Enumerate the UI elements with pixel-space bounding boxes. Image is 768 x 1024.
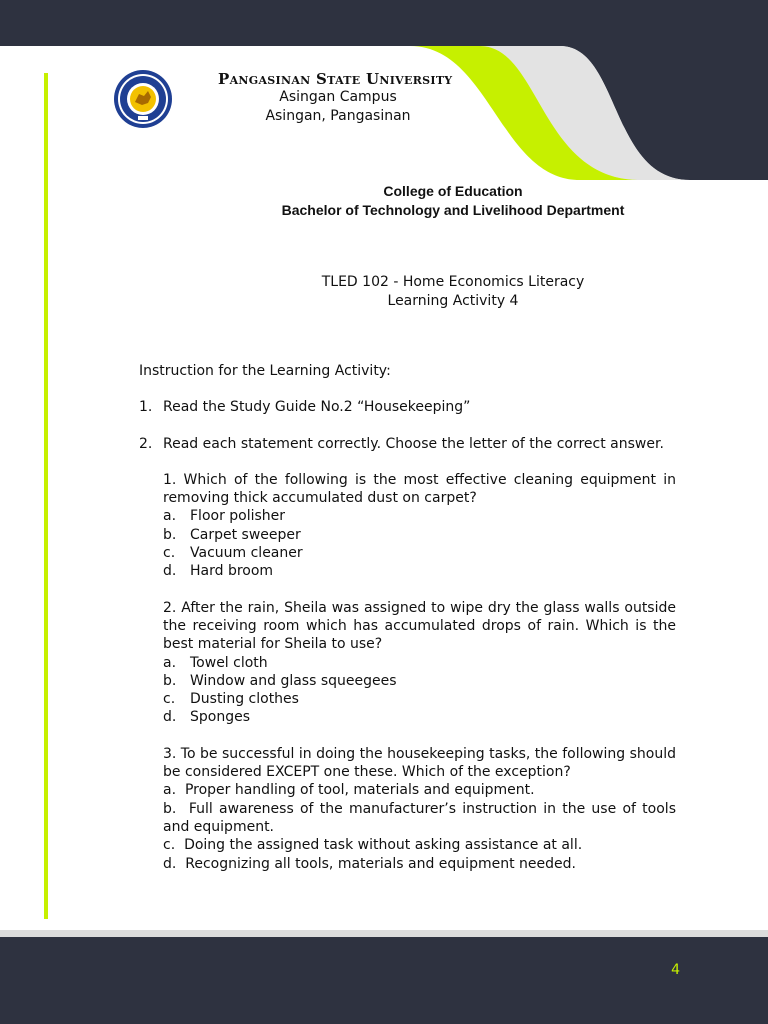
option-text: Hard broom <box>190 563 274 580</box>
answer-option <box>163 526 676 544</box>
activity-content <box>139 362 676 891</box>
option-text: Towel cloth <box>190 654 268 671</box>
instruction-step <box>139 435 676 453</box>
campus-name: Asingan Campus <box>279 89 397 105</box>
option-letter: c. <box>163 691 176 708</box>
answer-option <box>163 544 676 562</box>
college-name: College of Education <box>383 183 523 199</box>
option-letter: a. <box>163 782 177 799</box>
answer-option <box>163 690 676 708</box>
question-item <box>163 745 676 873</box>
step-text: Read each statement correctly. Choose the letter of the correct answer. <box>163 435 664 452</box>
instruction-step <box>139 398 676 416</box>
option-letter: b. <box>163 526 177 543</box>
option-letter: a. <box>163 508 177 525</box>
option-text: Doing the assigned task without asking assistance at all. <box>184 837 583 854</box>
option-letter: d. <box>163 563 177 580</box>
option-letter: d. <box>163 709 177 726</box>
university-seal-icon <box>113 69 173 129</box>
option-letter: b. <box>163 672 177 689</box>
campus-location: Asingan, Pangasinan <box>265 108 411 124</box>
step-number: 1. <box>139 399 153 416</box>
option-text: Vacuum cleaner <box>190 545 303 562</box>
answer-option <box>163 507 676 525</box>
question-stem: 2. After the rain, Sheila was assigned to wipe dry the glass walls outside the receiving room which has accumulated drops of rain. Which is the best material for Sheila to use? <box>163 599 676 653</box>
option-text: Floor polisher <box>190 508 286 525</box>
answer-option <box>163 562 676 580</box>
instruction-title: Instruction for the Learning Activity: <box>139 363 391 379</box>
option-letter: c. <box>163 545 176 562</box>
option-letter: d. <box>163 855 177 872</box>
option-text: Sponges <box>190 709 251 726</box>
college-header <box>140 182 766 220</box>
option-text: Carpet sweeper <box>190 526 301 543</box>
option-text: Recognizing all tools, materials and equipment needed. <box>185 855 576 872</box>
answer-option <box>163 672 676 690</box>
option-letter: b. <box>163 800 177 817</box>
question-item <box>163 599 676 727</box>
step-number: 2. <box>139 435 153 452</box>
answer-option <box>163 836 676 854</box>
question-stem: 1. Which of the following is the most effective cleaning equipment in removing thick accumulated dust on carpet? <box>163 471 676 507</box>
course-header <box>140 273 766 311</box>
course-title: TLED 102 - Home Economics Literacy <box>321 274 585 290</box>
question-item <box>163 471 676 581</box>
activity-title: Learning Activity 4 <box>387 293 519 309</box>
answer-option <box>163 654 676 672</box>
option-letter: a. <box>163 654 177 671</box>
step-text: Read the Study Guide No.2 “Housekeeping” <box>163 399 471 416</box>
answer-option <box>163 708 676 726</box>
option-letter: c. <box>163 837 176 854</box>
option-text: Window and glass squeegees <box>190 672 397 689</box>
option-text: Full awareness of the manufacturer’s instruction in the use of tools and equipment. <box>163 800 676 835</box>
page-number: 4 <box>671 962 680 978</box>
left-accent-bar <box>44 73 48 919</box>
question-stem: 3. To be successful in doing the housekeeping tasks, the following should be considered EXCEPT one these. Which of the exception? <box>163 745 676 781</box>
option-text: Dusting clothes <box>190 691 299 708</box>
option-text: Proper handling of tool, materials and equipment. <box>184 782 535 799</box>
university-name: Pangasinan State University <box>218 70 453 88</box>
answer-option <box>163 855 676 873</box>
department-name: Bachelor of Technology and Livelihood Department <box>281 202 625 218</box>
answer-option <box>163 800 676 837</box>
university-header <box>218 70 458 126</box>
answer-option <box>163 781 676 799</box>
